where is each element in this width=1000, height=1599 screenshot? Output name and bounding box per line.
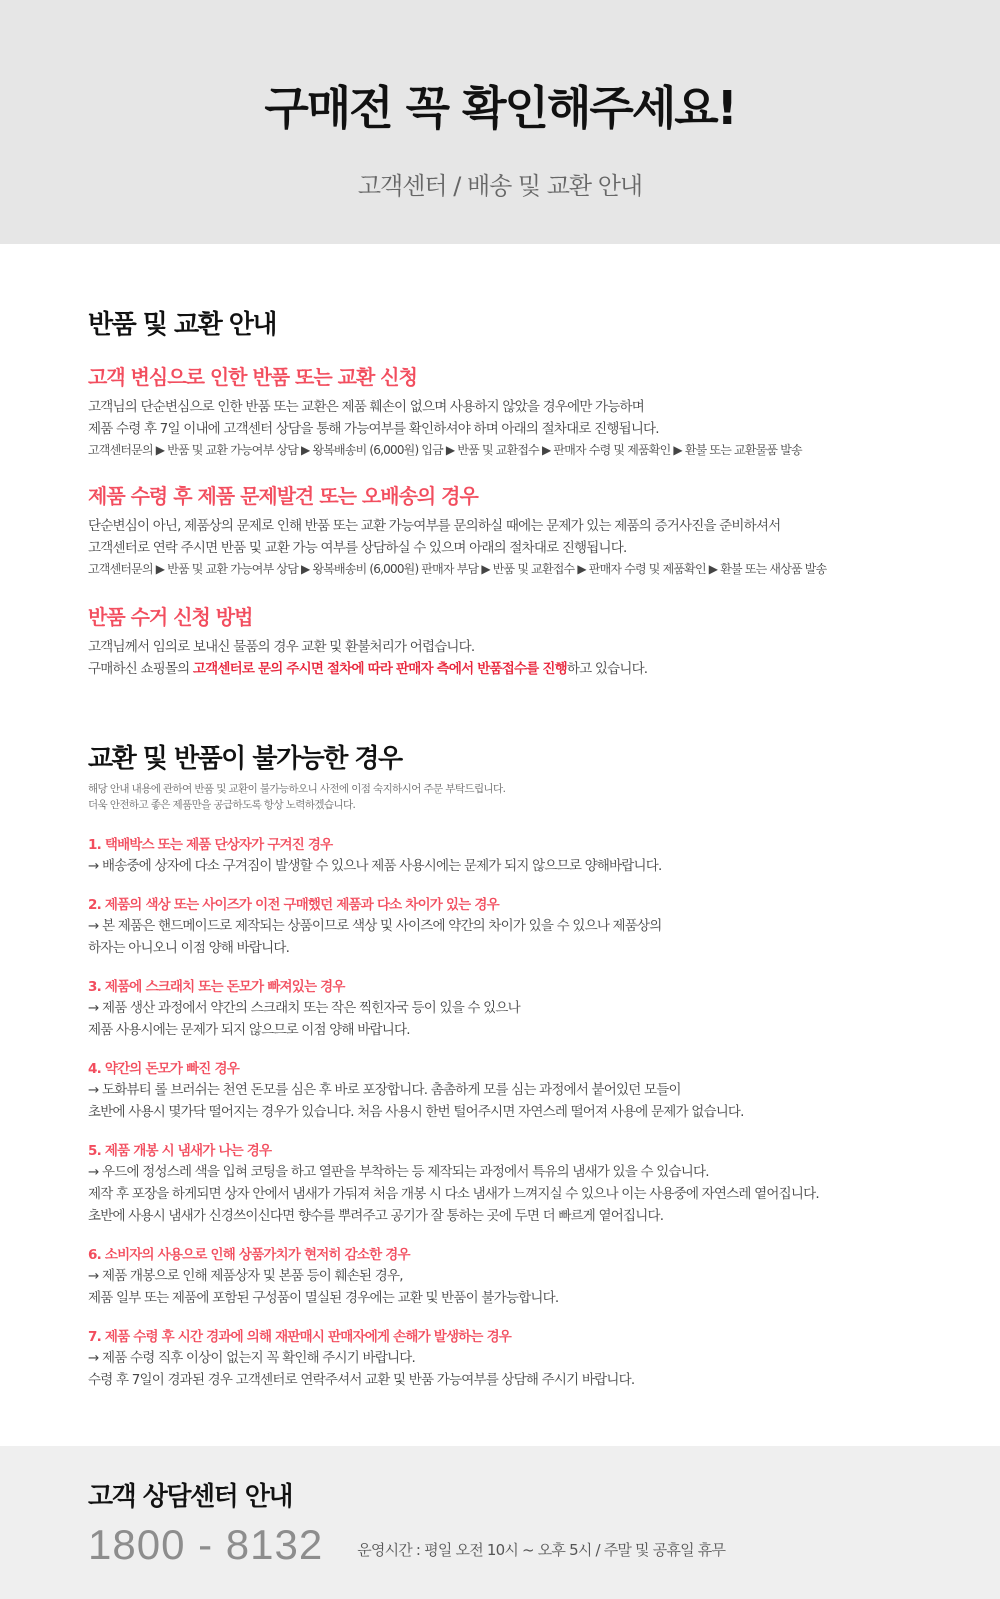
item-title: 7. 제품 수령 후 시간 경과에 의해 재판매시 판매자에게 손해가 발생하는 경우 [88, 1329, 512, 1345]
customer-center-footer [0, 1446, 1000, 1599]
block-line: 단순변심이 아닌, 제품상의 문제로 인해 반품 또는 교환 가능여부를 문의하실 때에는 문제가 있는 제품의 증거사진을 준비하셔서 [88, 518, 781, 534]
item-line: → 본 제품은 핸드메이드로 제작되는 상품이므로 색상 및 사이즈에 약간의 차이가 있을 수 있으나 제품상의 [88, 918, 662, 934]
item-line: → 도화뷰티 롤 브러쉬는 천연 돈모를 심은 후 바로 포장합니다. 촘촘하게 모를 심는 과정에서 붙어있던 모들이 [88, 1082, 681, 1098]
returns-block-change-of-mind [88, 361, 912, 460]
item-line: → 우드에 정성스레 색을 입혀 코팅을 하고 열판을 부착하는 등 제작되는 과정에서 특유의 냄새가 있을 수 있습니다. [88, 1164, 709, 1180]
list-item [88, 977, 912, 1041]
block-title: 제품 수령 후 제품 문제발견 또는 오배송의 경우 [88, 484, 478, 508]
note-line: 해당 안내 내용에 관하여 반품 및 교환이 불가능하오니 사전에 이점 숙지하시어 주문 부탁드립니다. [88, 783, 506, 795]
item-title: 5. 제품 개봉 시 냄새가 나는 경우 [88, 1143, 272, 1159]
item-line: 제작 후 포장을 하게되면 상자 안에서 냄새가 가둬져 처음 개봉 시 다소 냄새가 느껴지실 수 있으나 이는 사용중에 자연스레 옅어집니다. [88, 1186, 819, 1202]
block-line [88, 658, 912, 680]
item-line: 수령 후 7일이 경과된 경우 고객센터로 연락주셔서 교환 및 반품 가능여부를 상담해 주시기 바랍니다. [88, 1372, 635, 1388]
unavailable-list [88, 835, 912, 1391]
highlight-text: 고객센터로 문의 주시면 절차에 따라 판매자 측에서 반품접수를 진행 [192, 661, 567, 677]
list-item [88, 835, 912, 877]
page-title: 구매전 꼭 확인해주세요! [264, 81, 736, 135]
item-title: 3. 제품에 스크래치 또는 돈모가 빠져있는 경우 [88, 979, 345, 995]
operating-hours: 운영시간 : 평일 오전 10시 ~ 오후 5시 / 주말 및 공휴일 휴무 [357, 1540, 726, 1559]
list-item [88, 1141, 912, 1227]
item-title: 4. 약간의 돈모가 빠진 경우 [88, 1061, 239, 1077]
page-subtitle: 고객센터 / 배송 및 교환 안내 [357, 172, 643, 200]
block-title: 반품 수거 신청 방법 [88, 605, 253, 629]
process-steps: 고객센터문의 ▶ 반품 및 교환 가능여부 상담 ▶ 왕복배송비 (6,000원) 판매자 부담 ▶ 반품 및 교환접수 ▶ 판매자 수령 및 제품확인 ▶ 환불 또는 새상품 발송 [88, 562, 827, 576]
block-line: 고객센터로 연락 주시면 반품 및 교환 가능 여부를 상담하실 수 있으며 아래의 절차대로 진행됩니다. [88, 540, 627, 556]
item-line: → 제품 개봉으로 인해 제품상자 및 본품 등이 훼손된 경우, [88, 1268, 403, 1284]
returns-block-defect [88, 480, 912, 579]
block-line: 고객님께서 임의로 보내신 물품의 경우 교환 및 환불처리가 어렵습니다. [88, 639, 475, 655]
item-line: 하자는 아니오니 이점 양해 바랍니다. [88, 940, 290, 956]
item-line: → 제품 생산 과정에서 약간의 스크래치 또는 작은 찍힌자국 등이 있을 수 있으나 [88, 1000, 520, 1016]
item-line: → 제품 수령 직후 이상이 없는지 꼭 확인해 주시기 바랍니다. [88, 1350, 415, 1366]
item-line: → 배송중에 상자에 다소 구겨짐이 발생할 수 있으나 제품 사용시에는 문제가 되지 않으므로 양해바랍니다. [88, 858, 662, 874]
text-segment: 구매하신 쇼핑몰의 [88, 661, 193, 677]
block-line: 고객님의 단순변심으로 인한 반품 또는 교환은 제품 훼손이 없으며 사용하지 않았을 경우에만 가능하며 [88, 399, 645, 415]
block-title: 고객 변심으로 인한 반품 또는 교환 신청 [88, 365, 417, 389]
item-line: 제품 사용시에는 문제가 되지 않으므로 이점 양해 바랍니다. [88, 1022, 410, 1038]
list-item [88, 1327, 912, 1391]
item-line: 초반에 사용시 몇가닥 떨어지는 경우가 있습니다. 처음 사용시 한번 털어주시면 자연스레 떨어져 사용에 문제가 없습니다. [88, 1104, 744, 1120]
process-steps: 고객센터문의 ▶ 반품 및 교환 가능여부 상담 ▶ 왕복배송비 (6,000원) 입금 ▶ 반품 및 교환접수 ▶ 판매자 수령 및 제품확인 ▶ 환불 또는 교환물품 발송 [88, 443, 802, 457]
text-segment: 하고 있습니다. [566, 661, 648, 677]
returns-heading: 반품 및 교환 안내 [88, 310, 276, 340]
note-line: 더욱 안전하고 좋은 제품만을 공급하도록 항상 노력하겠습니다. [88, 799, 356, 811]
item-title: 1. 택배박스 또는 제품 단상자가 구겨진 경우 [88, 837, 333, 853]
contact-row [88, 1521, 912, 1569]
block-line: 제품 수령 후 7일 이내에 고객센터 상담을 통해 가능여부를 확인하셔야 하며 아래의 절차대로 진행됩니다. [88, 421, 659, 437]
item-line: 제품 일부 또는 제품에 포함된 구성품이 멸실된 경우에는 교환 및 반품이 불가능합니다. [88, 1290, 559, 1306]
footer-heading: 고객 상담센터 안내 [88, 1482, 293, 1512]
main-content [0, 304, 1000, 1391]
list-item [88, 1245, 912, 1309]
list-item [88, 895, 912, 959]
item-title: 2. 제품의 색상 또는 사이즈가 이전 구매했던 제품과 다소 차이가 있는 경우 [88, 897, 499, 913]
unavailable-heading: 교환 및 반품이 불가능한 경우 [88, 744, 402, 774]
hero-banner [0, 0, 1000, 244]
phone-number[interactable]: 1800 - 8132 [88, 1521, 324, 1568]
returns-block-pickup [88, 601, 912, 680]
unavailable-notes [88, 781, 912, 813]
item-line: 초반에 사용시 냄새가 신경쓰이신다면 향수를 뿌려주고 공기가 잘 통하는 곳에 두면 더 빠르게 옅어집니다. [88, 1208, 664, 1224]
list-item [88, 1059, 912, 1123]
item-title: 6. 소비자의 사용으로 인해 상품가치가 현저히 감소한 경우 [88, 1247, 410, 1263]
